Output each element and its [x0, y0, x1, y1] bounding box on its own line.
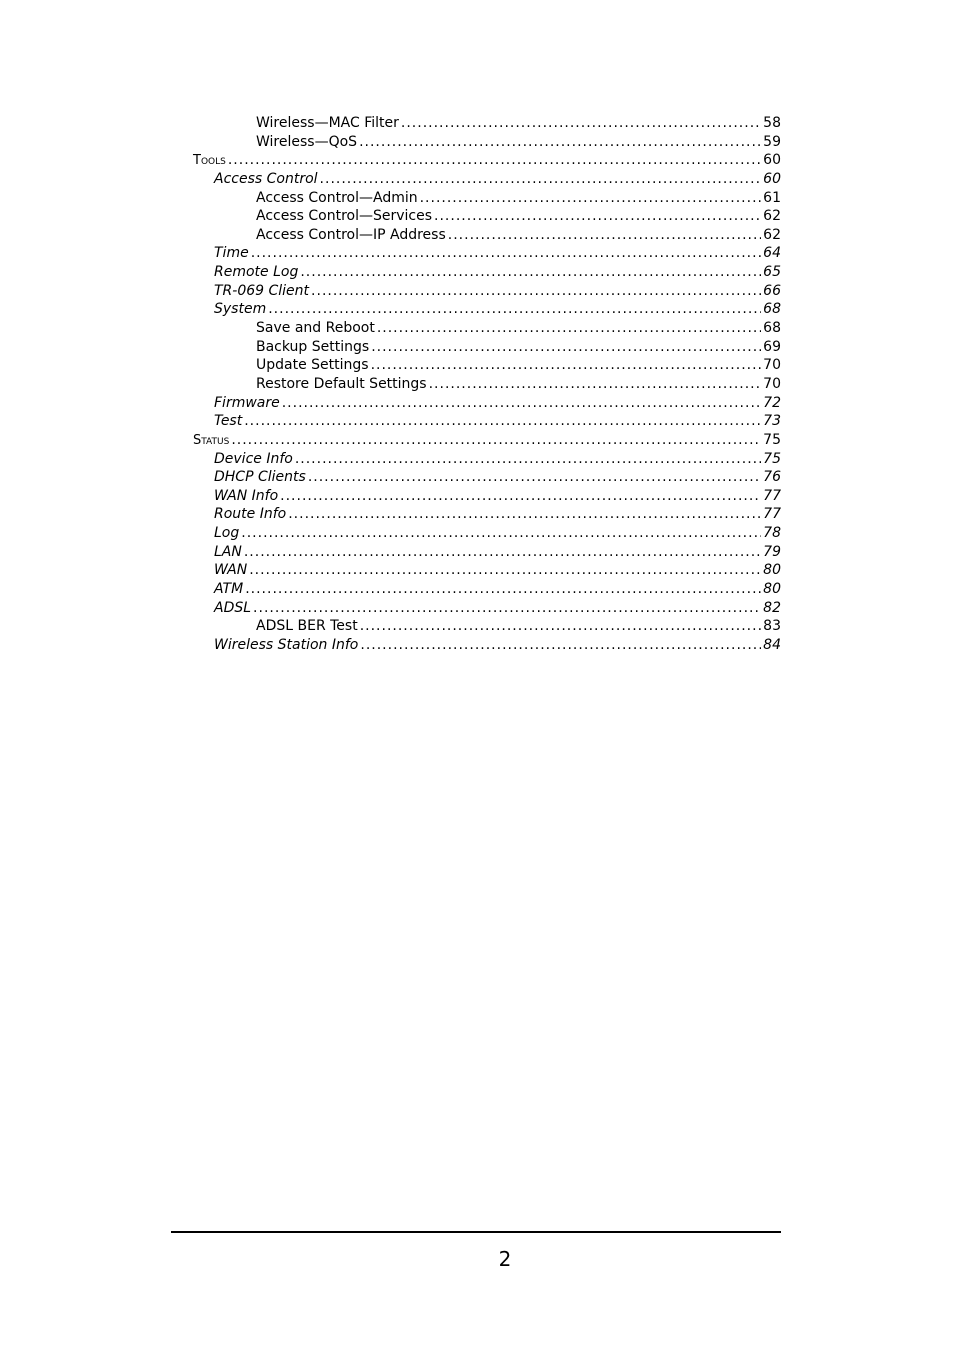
toc-entry-title: ATM	[214, 581, 244, 598]
toc-entry[interactable]	[193, 617, 781, 636]
toc-entry-title: Firmware	[214, 394, 280, 411]
toc-dot-leader	[280, 487, 761, 506]
toc-entry-title: Test	[214, 413, 243, 430]
toc-dot-leader	[244, 412, 761, 431]
toc-dot-leader	[434, 207, 761, 226]
toc-entry-page-number: 72	[763, 394, 781, 411]
toc-entry-page-number: 65	[763, 264, 781, 281]
toc-dot-leader	[359, 133, 761, 152]
toc-entry-page-number: 62	[763, 208, 781, 225]
toc-dot-leader	[300, 263, 761, 282]
toc-entry-title: Time	[214, 245, 249, 262]
table-of-contents	[193, 114, 781, 655]
toc-entry-title: Access Control—IP Address	[256, 226, 446, 243]
toc-dot-leader	[249, 561, 761, 580]
toc-entry-page-number: 58	[763, 115, 781, 131]
toc-dot-leader	[420, 189, 762, 208]
toc-entry-page-number: 70	[763, 375, 781, 392]
toc-dot-leader	[253, 599, 761, 618]
toc-dot-leader	[401, 114, 761, 133]
toc-dot-leader	[295, 450, 761, 469]
toc-entry-title: System	[214, 301, 267, 318]
toc-entry-page-number: 61	[763, 189, 781, 206]
toc-entry-title: Wireless—QoS	[256, 133, 358, 150]
toc-entry[interactable]	[193, 244, 781, 263]
toc-entry[interactable]	[193, 189, 781, 208]
toc-entry[interactable]	[193, 487, 781, 506]
toc-entry-title: Update Settings	[256, 357, 369, 374]
toc-dot-leader	[371, 356, 762, 375]
toc-entry[interactable]	[193, 412, 781, 431]
toc-entry-title: DHCP Clients	[214, 469, 306, 486]
toc-entry-page-number: 83	[763, 618, 781, 635]
toc-entry[interactable]	[193, 561, 781, 580]
toc-entry[interactable]	[193, 505, 781, 524]
toc-entry-title: ADSL	[214, 599, 252, 616]
toc-entry[interactable]	[193, 151, 781, 170]
toc-entry-page-number: 64	[763, 245, 781, 262]
toc-entry[interactable]	[193, 450, 781, 469]
toc-entry-page-number: 60	[763, 152, 781, 169]
toc-entry[interactable]	[193, 394, 781, 413]
toc-dot-leader	[429, 375, 762, 394]
toc-entry-page-number: 82	[763, 599, 781, 616]
toc-entry-page-number: 75	[763, 431, 781, 448]
toc-dot-leader	[245, 580, 761, 599]
toc-entry-title: Wireless Station Info	[214, 636, 359, 653]
toc-entry-page-number: 77	[763, 506, 781, 523]
toc-entry-title: Access Control—Services	[256, 208, 433, 225]
toc-entry-page-number: 75	[763, 450, 781, 467]
toc-entry[interactable]	[193, 114, 781, 133]
toc-entry[interactable]	[193, 133, 781, 152]
toc-entry[interactable]	[193, 319, 781, 338]
toc-dot-leader	[311, 282, 761, 301]
toc-entry[interactable]	[193, 282, 781, 301]
toc-entry-page-number: 70	[763, 357, 781, 374]
toc-entry[interactable]	[193, 300, 781, 319]
toc-entry-page-number: 78	[763, 525, 781, 542]
toc-dot-leader	[244, 543, 761, 562]
toc-entry[interactable]	[193, 599, 781, 618]
toc-entry[interactable]	[193, 226, 781, 245]
toc-entry-page-number: 79	[763, 543, 781, 560]
toc-entry-title: Access Control—Admin	[256, 189, 418, 206]
toc-dot-leader	[231, 431, 761, 450]
toc-dot-leader	[320, 170, 762, 189]
toc-entry-title: Restore Default Settings	[256, 375, 427, 392]
toc-entry[interactable]	[193, 375, 781, 394]
toc-entry-title: Log	[214, 525, 240, 542]
toc-entry-page-number: 76	[763, 469, 781, 486]
toc-entry[interactable]	[193, 543, 781, 562]
toc-entry-page-number: 62	[763, 226, 781, 243]
toc-dot-leader	[241, 524, 761, 543]
toc-entry[interactable]	[193, 356, 781, 375]
toc-entry-title: Wireless—MAC Filter	[256, 115, 399, 131]
toc-entry[interactable]	[193, 580, 781, 599]
toc-entry-page-number: 66	[763, 282, 781, 299]
toc-entry-page-number: 80	[763, 562, 781, 579]
toc-dot-leader	[251, 244, 761, 263]
toc-entry-page-number: 73	[763, 413, 781, 430]
toc-entry-title: Route Info	[214, 506, 287, 523]
toc-entry[interactable]	[193, 170, 781, 189]
toc-entry[interactable]	[193, 524, 781, 543]
toc-dot-leader	[448, 226, 761, 245]
toc-entry-title: Device Info	[214, 450, 293, 467]
toc-dot-leader	[377, 319, 761, 338]
toc-entry-title: Backup Settings	[256, 338, 370, 355]
toc-dot-leader	[268, 300, 761, 319]
page-number: 2	[498, 1247, 512, 1271]
toc-dot-leader	[228, 151, 761, 170]
toc-entry-title: TR-069 Client	[214, 282, 310, 299]
toc-entry-page-number: 69	[763, 338, 781, 355]
footer-divider	[171, 1231, 781, 1233]
toc-entry-page-number: 68	[763, 301, 781, 318]
toc-entry-title: WAN Info	[214, 487, 279, 504]
toc-entry-title: Save and Reboot	[256, 320, 375, 337]
toc-dot-leader	[282, 394, 761, 413]
toc-entry-title: Tools	[193, 153, 226, 169]
toc-dot-leader	[360, 617, 761, 636]
toc-entry-page-number: 68	[763, 320, 781, 337]
toc-entry-page-number: 59	[763, 133, 781, 150]
toc-entry-page-number: 84	[763, 636, 781, 653]
toc-entry-page-number: 60	[763, 170, 781, 187]
toc-entry[interactable]	[193, 468, 781, 487]
toc-entry[interactable]	[193, 263, 781, 282]
toc-dot-leader	[360, 636, 761, 655]
toc-entry-title: ADSL BER Test	[256, 618, 358, 635]
toc-entry[interactable]	[193, 338, 781, 357]
toc-entry-title: Status	[193, 432, 230, 448]
toc-entry[interactable]	[193, 431, 781, 450]
toc-entry[interactable]	[193, 636, 781, 655]
toc-entry[interactable]	[193, 207, 781, 226]
toc-entry-title: Remote Log	[214, 264, 299, 281]
toc-entry-title: Access Control	[214, 170, 318, 187]
toc-dot-leader	[308, 468, 761, 487]
toc-entry-page-number: 77	[763, 487, 781, 504]
toc-dot-leader	[288, 505, 761, 524]
toc-dot-leader	[371, 338, 761, 357]
toc-entry-title: LAN	[214, 543, 242, 560]
toc-entry-page-number: 80	[763, 581, 781, 598]
toc-entry-title: WAN	[214, 562, 248, 579]
